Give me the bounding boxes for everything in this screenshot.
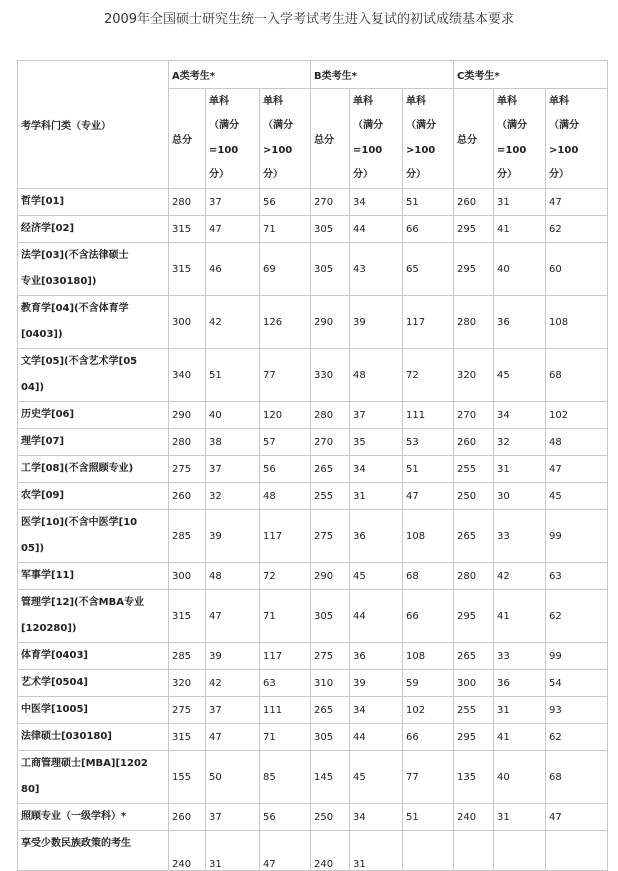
subject-name-cell [18, 349, 169, 402]
subheader-line: 单科 [263, 95, 283, 107]
score-cell: 66 [403, 590, 454, 643]
header-row-groups [18, 61, 608, 89]
score-cell: 50 [206, 751, 260, 804]
table-row [18, 456, 608, 483]
score-cell: 71 [260, 216, 311, 243]
score-cell: 36 [350, 510, 403, 563]
score-cell: 270 [311, 429, 350, 456]
score-cell: 48 [546, 429, 608, 456]
score-cell: 36 [350, 643, 403, 670]
score-cell: 63 [260, 670, 311, 697]
total-score-header-a: 总分 [169, 89, 206, 189]
subject-name-line: 法律硕士[030180] [21, 731, 112, 742]
subheader-line: 单科 [549, 95, 570, 107]
score-cell: 275 [169, 697, 206, 724]
score-cell: 111 [260, 697, 311, 724]
subject-name-cell [18, 296, 169, 349]
subheader-line: 分） [353, 169, 373, 180]
score-cell: 280 [169, 429, 206, 456]
subject-name-line: 法学[03](不含法律硕士 [21, 250, 129, 261]
score-cell: 265 [311, 456, 350, 483]
score-cell: 250 [454, 483, 494, 510]
score-cell: 275 [169, 456, 206, 483]
score-cell: 275 [311, 643, 350, 670]
score-cell: 51 [403, 189, 454, 216]
score-cell: 56 [260, 456, 311, 483]
score-cell: 54 [546, 670, 608, 697]
score-cell: 45 [546, 483, 608, 510]
score-cell: 39 [206, 643, 260, 670]
score-cell: 47 [206, 216, 260, 243]
score-cell: 60 [546, 243, 608, 296]
page-title: 2009年全国硕士研究生统一入学考试考生进入复试的初试成绩基本要求 [103, 12, 515, 27]
score-cell: 320 [454, 349, 494, 402]
subheader-line: 单科 [406, 95, 426, 107]
score-cell: 44 [350, 216, 403, 243]
table-row [18, 751, 608, 804]
table-row [18, 697, 608, 724]
score-cell: 34 [350, 189, 403, 216]
score-requirements-table [17, 60, 608, 871]
table-row [18, 483, 608, 510]
score-cell: 51 [206, 349, 260, 402]
score-cell: 310 [311, 670, 350, 697]
subheader-line: >100 [263, 144, 293, 156]
subject-name-cell [18, 804, 169, 831]
subject-name-line: 05]) [21, 543, 45, 554]
score-cell: 260 [169, 483, 206, 510]
group-b-header: B类考生* [311, 61, 454, 89]
score-cell: 37 [206, 456, 260, 483]
subject-name-line: 理学[07] [21, 436, 65, 447]
score-cell: 77 [403, 751, 454, 804]
score-cell: 290 [311, 563, 350, 590]
subject-name-cell [18, 243, 169, 296]
score-cell [546, 831, 608, 871]
subheader-line: 分） [263, 169, 283, 180]
table-row [18, 590, 608, 643]
subject-name-line: 农学[09] [21, 490, 65, 501]
score-cell: 31 [350, 831, 403, 871]
table-row [18, 189, 608, 216]
score-cell: 51 [403, 804, 454, 831]
score-cell: 71 [260, 724, 311, 751]
score-cell: 260 [169, 804, 206, 831]
score-cell: 117 [260, 643, 311, 670]
score-cell: 57 [260, 429, 311, 456]
score-cell: 270 [311, 189, 350, 216]
score-cell: 45 [494, 349, 546, 402]
score-cell: 280 [169, 189, 206, 216]
table-row [18, 804, 608, 831]
single-gt100-header-a [260, 89, 311, 189]
subheader-line: =100 [353, 144, 383, 156]
score-cell: 111 [403, 402, 454, 429]
score-cell: 93 [546, 697, 608, 724]
subheader-line: 单科 [353, 95, 373, 107]
score-cell: 117 [260, 510, 311, 563]
group-c-header: C类考生* [454, 61, 608, 89]
score-cell: 39 [350, 296, 403, 349]
score-cell: 56 [260, 804, 311, 831]
score-cell: 45 [350, 563, 403, 590]
score-cell: 240 [169, 831, 206, 871]
score-cell: 39 [350, 670, 403, 697]
subheader-line: >100 [549, 144, 579, 156]
subject-name-cell [18, 643, 169, 670]
subject-name-cell [18, 563, 169, 590]
score-cell: 305 [311, 590, 350, 643]
score-cell: 68 [403, 563, 454, 590]
score-cell: 340 [169, 349, 206, 402]
score-cell: 260 [454, 429, 494, 456]
score-cell: 45 [350, 751, 403, 804]
score-cell: 145 [311, 751, 350, 804]
subject-name-line: 享受少数民族政策的考生 [21, 838, 131, 849]
score-cell: 47 [403, 483, 454, 510]
subject-name-cell [18, 429, 169, 456]
subject-name-line: 艺术学[0504] [21, 677, 88, 688]
score-cell: 34 [494, 402, 546, 429]
single-gt100-header-c [546, 89, 608, 189]
score-cell: 53 [403, 429, 454, 456]
subject-name-line: 历史学[06] [21, 409, 75, 420]
score-cell: 290 [169, 402, 206, 429]
subject-name-line: 工学[08](不含照顾专业) [21, 463, 134, 474]
subject-name-line: [120280]) [21, 623, 77, 634]
subject-name-line: 体育学[0403] [21, 650, 88, 661]
score-cell: 85 [260, 751, 311, 804]
score-cell: 63 [546, 563, 608, 590]
score-cell: 280 [311, 402, 350, 429]
score-cell: 43 [350, 243, 403, 296]
score-cell: 260 [454, 189, 494, 216]
score-cell: 59 [403, 670, 454, 697]
score-cell: 66 [403, 216, 454, 243]
subheader-line: （满分 [549, 120, 580, 131]
subject-name-line: 军事学[11] [21, 570, 75, 581]
score-cell: 32 [494, 429, 546, 456]
score-cell: 47 [260, 831, 311, 871]
subject-name-cell [18, 189, 169, 216]
score-cell: 31 [206, 831, 260, 871]
score-cell: 44 [350, 590, 403, 643]
score-cell: 46 [206, 243, 260, 296]
table-body [18, 61, 608, 871]
table-row [18, 670, 608, 697]
score-cell: 31 [350, 483, 403, 510]
table-row [18, 216, 608, 243]
score-cell: 120 [260, 402, 311, 429]
subject-name-line: [0403]) [21, 329, 63, 340]
score-cell: 275 [311, 510, 350, 563]
score-cell: 240 [311, 831, 350, 871]
table-row [18, 831, 608, 871]
subheader-line: 分） [549, 169, 570, 180]
score-cell: 68 [546, 349, 608, 402]
subject-name-line: 照顾专业（一级学科）* [21, 811, 127, 822]
subheader-line: 分） [497, 169, 518, 180]
score-cell: 71 [260, 590, 311, 643]
table-row [18, 429, 608, 456]
subheader-line: （满分 [263, 120, 293, 131]
subject-name-cell [18, 216, 169, 243]
table-row [18, 243, 608, 296]
score-cell: 99 [546, 643, 608, 670]
subheader-line: 分） [406, 169, 426, 180]
score-cell: 39 [206, 510, 260, 563]
group-a-header: A类考生* [169, 61, 311, 89]
subject-name-line: 文学[05](不含艺术学[05 [21, 356, 138, 367]
score-cell: 41 [494, 216, 546, 243]
score-cell: 305 [311, 216, 350, 243]
score-cell: 37 [350, 402, 403, 429]
subject-name-line: 工商管理硕士[MBA][1202 [21, 758, 148, 769]
score-cell: 102 [546, 402, 608, 429]
table-row [18, 510, 608, 563]
score-cell: 300 [169, 296, 206, 349]
score-cell: 42 [494, 563, 546, 590]
score-cell: 265 [454, 510, 494, 563]
score-cell: 42 [206, 296, 260, 349]
score-cell: 62 [546, 724, 608, 751]
score-cell: 31 [494, 697, 546, 724]
subject-name-cell [18, 751, 169, 804]
subheader-line: （满分 [406, 120, 436, 131]
score-cell: 315 [169, 216, 206, 243]
score-cell: 265 [454, 643, 494, 670]
score-cell: 255 [454, 697, 494, 724]
subject-name-line: 80] [21, 784, 40, 795]
score-cell: 40 [494, 243, 546, 296]
score-cell: 68 [546, 751, 608, 804]
score-cell: 72 [403, 349, 454, 402]
score-cell: 48 [260, 483, 311, 510]
subject-name-cell [18, 456, 169, 483]
subject-name-line: 管理学[12](不含MBA专业 [21, 597, 144, 608]
single-gt100-header-b [403, 89, 454, 189]
subject-column-header: 考学科门类（专业） [18, 61, 169, 189]
score-cell: 37 [206, 189, 260, 216]
score-cell: 33 [494, 510, 546, 563]
score-cell: 41 [494, 590, 546, 643]
subheader-line: 分） [209, 169, 229, 180]
score-cell: 38 [206, 429, 260, 456]
score-cell: 40 [206, 402, 260, 429]
score-cell: 65 [403, 243, 454, 296]
score-cell: 155 [169, 751, 206, 804]
table-row [18, 724, 608, 751]
table-row [18, 402, 608, 429]
score-cell [494, 831, 546, 871]
subject-name-line: 医学[10](不含中医学[10 [21, 517, 138, 528]
score-cell: 102 [403, 697, 454, 724]
score-cell: 37 [206, 804, 260, 831]
subject-name-cell [18, 590, 169, 643]
score-cell [403, 831, 454, 871]
subject-name-line: 中医学[1005] [21, 704, 88, 715]
score-cell: 48 [350, 349, 403, 402]
score-cell: 31 [494, 189, 546, 216]
score-cell: 34 [350, 804, 403, 831]
score-cell: 315 [169, 243, 206, 296]
score-cell: 250 [311, 804, 350, 831]
subject-name-cell [18, 670, 169, 697]
score-cell: 30 [494, 483, 546, 510]
score-cell: 265 [311, 697, 350, 724]
single-eq100-header-a [206, 89, 260, 189]
score-cell: 47 [546, 456, 608, 483]
table-row [18, 643, 608, 670]
score-cell: 37 [206, 697, 260, 724]
table-row [18, 349, 608, 402]
single-eq100-header-c [494, 89, 546, 189]
subject-name-line: 04]) [21, 382, 45, 393]
score-cell: 41 [494, 724, 546, 751]
score-cell: 36 [494, 296, 546, 349]
subject-name-cell [18, 402, 169, 429]
score-cell: 135 [454, 751, 494, 804]
subheader-line: >100 [406, 144, 436, 156]
score-cell: 305 [311, 243, 350, 296]
table-row [18, 563, 608, 590]
subject-name-line: 哲学[01] [21, 196, 65, 207]
score-cell: 66 [403, 724, 454, 751]
subject-name-cell [18, 724, 169, 751]
subheader-line: =100 [497, 144, 527, 156]
score-cell: 285 [169, 510, 206, 563]
subject-name-line: 教育学[04](不含体育学 [21, 303, 129, 314]
score-cell: 270 [454, 402, 494, 429]
subject-name-cell [18, 510, 169, 563]
score-cell: 300 [169, 563, 206, 590]
score-cell: 320 [169, 670, 206, 697]
subheader-line: （满分 [497, 120, 528, 131]
subheader-line: 单科 [209, 95, 229, 107]
score-cell: 108 [403, 643, 454, 670]
score-cell: 34 [350, 456, 403, 483]
score-cell: 32 [206, 483, 260, 510]
score-cell: 47 [206, 590, 260, 643]
score-cell: 31 [494, 804, 546, 831]
subject-name-cell [18, 483, 169, 510]
score-cell: 40 [494, 751, 546, 804]
score-cell: 108 [546, 296, 608, 349]
score-cell: 295 [454, 590, 494, 643]
total-score-header-c: 总分 [454, 89, 494, 189]
subject-name-cell [18, 697, 169, 724]
score-cell: 280 [454, 563, 494, 590]
score-cell: 62 [546, 590, 608, 643]
score-cell: 255 [311, 483, 350, 510]
score-cell: 108 [403, 510, 454, 563]
subheader-line: （满分 [353, 120, 383, 131]
subject-name-cell [18, 831, 169, 871]
score-cell: 47 [546, 189, 608, 216]
subject-name-line: 专业[030180]) [21, 276, 97, 287]
score-cell: 280 [454, 296, 494, 349]
score-cell: 300 [454, 670, 494, 697]
score-cell: 240 [454, 804, 494, 831]
score-cell: 330 [311, 349, 350, 402]
single-eq100-header-b [350, 89, 403, 189]
score-cell: 315 [169, 590, 206, 643]
score-cell: 33 [494, 643, 546, 670]
score-cell: 35 [350, 429, 403, 456]
score-cell: 47 [546, 804, 608, 831]
score-cell: 315 [169, 724, 206, 751]
score-cell: 51 [403, 456, 454, 483]
score-cell: 126 [260, 296, 311, 349]
score-cell: 69 [260, 243, 311, 296]
score-cell: 305 [311, 724, 350, 751]
score-cell: 36 [494, 670, 546, 697]
score-cell: 72 [260, 563, 311, 590]
subheader-line: 单科 [497, 95, 518, 107]
score-cell: 31 [494, 456, 546, 483]
score-cell: 295 [454, 724, 494, 751]
score-cell: 77 [260, 349, 311, 402]
table-row [18, 296, 608, 349]
score-cell: 42 [206, 670, 260, 697]
subheader-line: =100 [209, 144, 239, 156]
score-cell: 56 [260, 189, 311, 216]
score-cell [454, 831, 494, 871]
score-cell: 47 [206, 724, 260, 751]
score-cell: 62 [546, 216, 608, 243]
score-cell: 295 [454, 243, 494, 296]
score-cell: 44 [350, 724, 403, 751]
score-cell: 48 [206, 563, 260, 590]
subject-name-line: 经济学[02] [21, 223, 75, 234]
score-cell: 285 [169, 643, 206, 670]
score-cell: 34 [350, 697, 403, 724]
score-cell: 99 [546, 510, 608, 563]
total-score-header-b: 总分 [311, 89, 350, 189]
score-cell: 295 [454, 216, 494, 243]
score-cell: 290 [311, 296, 350, 349]
score-cell: 255 [454, 456, 494, 483]
subheader-line: （满分 [209, 120, 239, 131]
score-cell: 117 [403, 296, 454, 349]
